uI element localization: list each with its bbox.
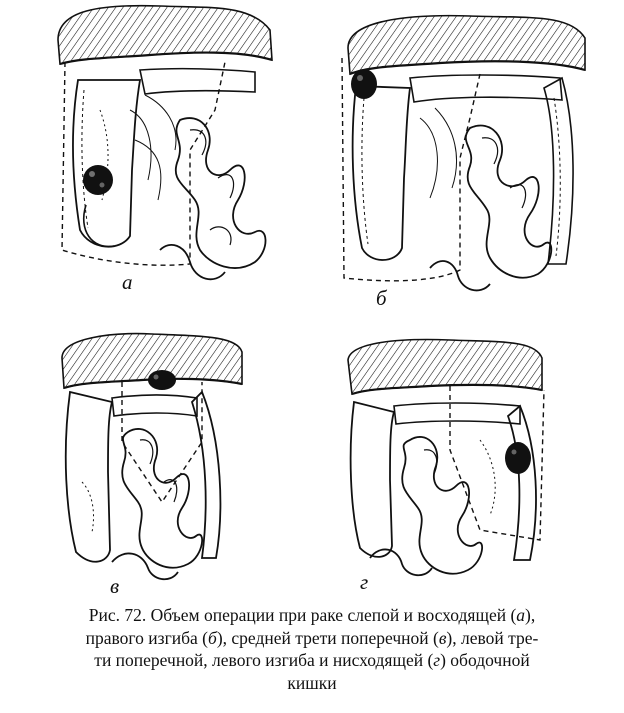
caption-panel-ref: б <box>208 627 217 648</box>
panel-b <box>330 8 600 308</box>
caption-text: ), <box>525 605 536 625</box>
caption-panel-ref: в <box>438 627 447 648</box>
caption-text: Рис. 72. Объем операции при раке слепой и восходящей ( <box>88 605 517 625</box>
caption-text: ти поперечной, левого изгиба и нисходящей ( <box>94 650 434 670</box>
panel-b-illustration <box>330 8 600 308</box>
caption-text: ), средней трети поперечной ( <box>216 627 439 648</box>
caption-text: ) ободочной <box>440 650 530 670</box>
panel-c-illustration <box>52 322 252 592</box>
caption-line-3 <box>0 649 624 672</box>
caption-panel-ref: г <box>433 650 441 670</box>
panel-a <box>40 0 290 300</box>
caption-panel-ref: а <box>516 605 526 625</box>
caption-text: правого изгиба ( <box>85 627 208 648</box>
caption-line-4: кишки <box>287 672 337 693</box>
panel-b-label: б <box>376 286 387 310</box>
panel-d-illustration <box>330 330 560 592</box>
panel-a-illustration <box>40 0 290 300</box>
panel-d-label: г <box>360 570 369 594</box>
panel-c-label: в <box>110 574 120 598</box>
panel-d <box>330 330 560 592</box>
caption-text: ), левой тре- <box>446 627 539 648</box>
caption-line-1 <box>0 604 624 627</box>
caption-line-2 <box>0 627 624 650</box>
figure-caption <box>0 604 624 694</box>
panel-a-label: а <box>122 270 133 294</box>
panel-c <box>52 322 252 598</box>
